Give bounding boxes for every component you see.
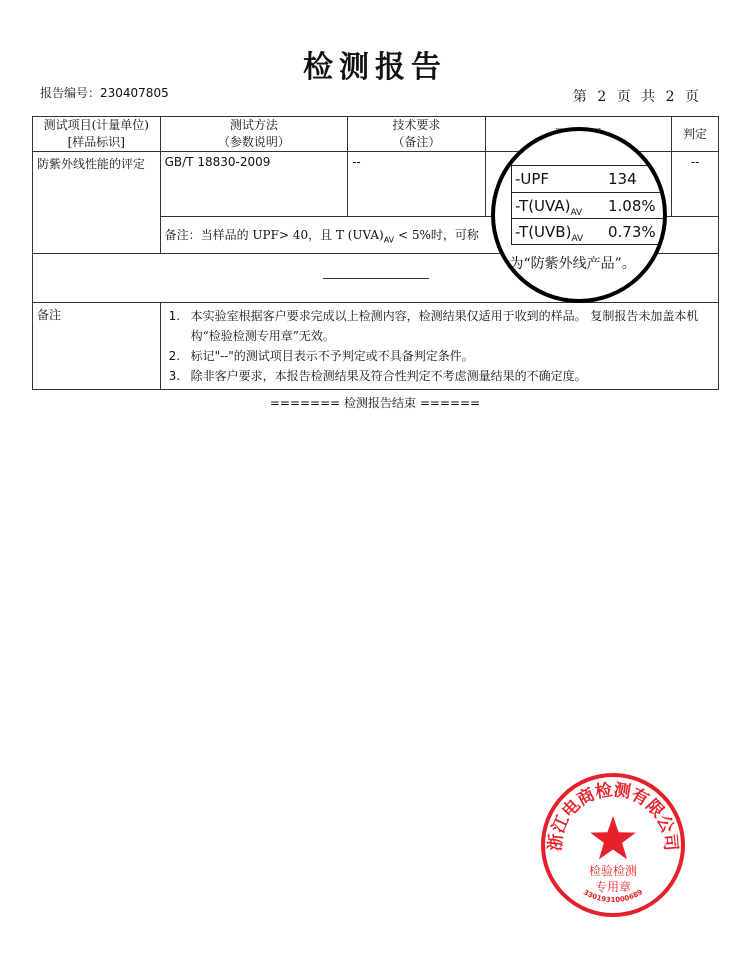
header-item-sub: [样品标识] xyxy=(67,135,125,149)
remark-text: 标记"--"的测试项目表示不予判定或不具备判定条件。 xyxy=(190,349,474,363)
remark-item xyxy=(165,346,714,366)
header-method xyxy=(160,117,347,152)
table-row-remarks xyxy=(33,303,719,390)
header-req-sub: （备注） xyxy=(392,135,441,149)
header-judge: 判定 xyxy=(672,117,719,152)
magnifier-value: 134 xyxy=(608,170,637,188)
end-marker: ======= 检测报告结束 ====== xyxy=(269,396,481,410)
magnifier-row xyxy=(512,218,667,245)
magnifier-label: $-T(UVA)_{AV}$ xyxy=(515,197,583,218)
magnifier-note-text: k为“防紫外线产品”。 xyxy=(501,256,636,272)
magnifier-table xyxy=(511,165,662,245)
header-requirement xyxy=(348,117,486,152)
official-stamp xyxy=(538,770,688,920)
magnifier-dash: - xyxy=(492,167,497,181)
remark-list xyxy=(165,306,714,386)
note-prefix: 备注：当样品的 UPF> 40，且 T (UVA) xyxy=(164,227,384,242)
judge-cell: -- xyxy=(672,152,719,217)
header-item-label: 测试项目(计量单位) xyxy=(43,118,149,132)
star-icon xyxy=(590,816,636,859)
note-sub: AV xyxy=(383,235,395,245)
magnifier-value: 1.08% xyxy=(608,197,656,215)
magnifier-value: 0.73% xyxy=(608,223,656,241)
stamp-line2: 专用章 xyxy=(594,880,632,894)
remark-text: 本实验室根据客户要求完成以上检测内容，检测结果仅适用于收到的样品。 复制报告未加盖本机构“检验检测专用章”无效。 xyxy=(190,309,699,343)
remark-item xyxy=(165,306,714,346)
remark-label-cell: 备注 xyxy=(33,303,161,390)
report-title: 检测报告 xyxy=(303,50,447,85)
stamp-line1: 检验检测 xyxy=(588,864,638,878)
item-cell: 防紫外线性能的评定 xyxy=(33,152,161,254)
stamp-code: 3301931000689 xyxy=(581,888,645,905)
header-method-label: 测试方法 xyxy=(229,118,278,132)
magnifier-callout xyxy=(491,127,667,303)
remark-text: 除非客户要求，本报告检测结果及符合性判定不考虑测量结果的不确定度。 xyxy=(190,369,587,383)
note-suffix: < 5%时，可称 xyxy=(394,227,479,242)
report-number: 报告编号：230407805 xyxy=(40,86,169,100)
method-cell: GB/T 18830-2009 xyxy=(160,152,347,217)
remark-number: 2. xyxy=(168,349,181,363)
requirement-cell: -- xyxy=(348,152,486,217)
stamp-org-text: 浙江电商检测有限公司 xyxy=(545,780,681,852)
divider-line xyxy=(323,278,429,279)
remark-number: 1. xyxy=(168,309,181,323)
header-req-label: 技术要求 xyxy=(392,118,441,132)
remark-number: 3. xyxy=(168,369,181,383)
page-indicator: 第 2 页 共 2 页 xyxy=(572,89,702,105)
magnifier-row xyxy=(512,166,667,192)
remark-item xyxy=(165,366,714,386)
header-item xyxy=(33,117,161,152)
remark-content-cell xyxy=(160,303,718,390)
magnifier-row xyxy=(512,192,667,219)
magnifier-label: $-T(UVB)_{AV}$ xyxy=(515,223,584,244)
header-method-sub: （参数说明） xyxy=(217,135,290,149)
magnifier-label: -UPF xyxy=(515,170,550,188)
